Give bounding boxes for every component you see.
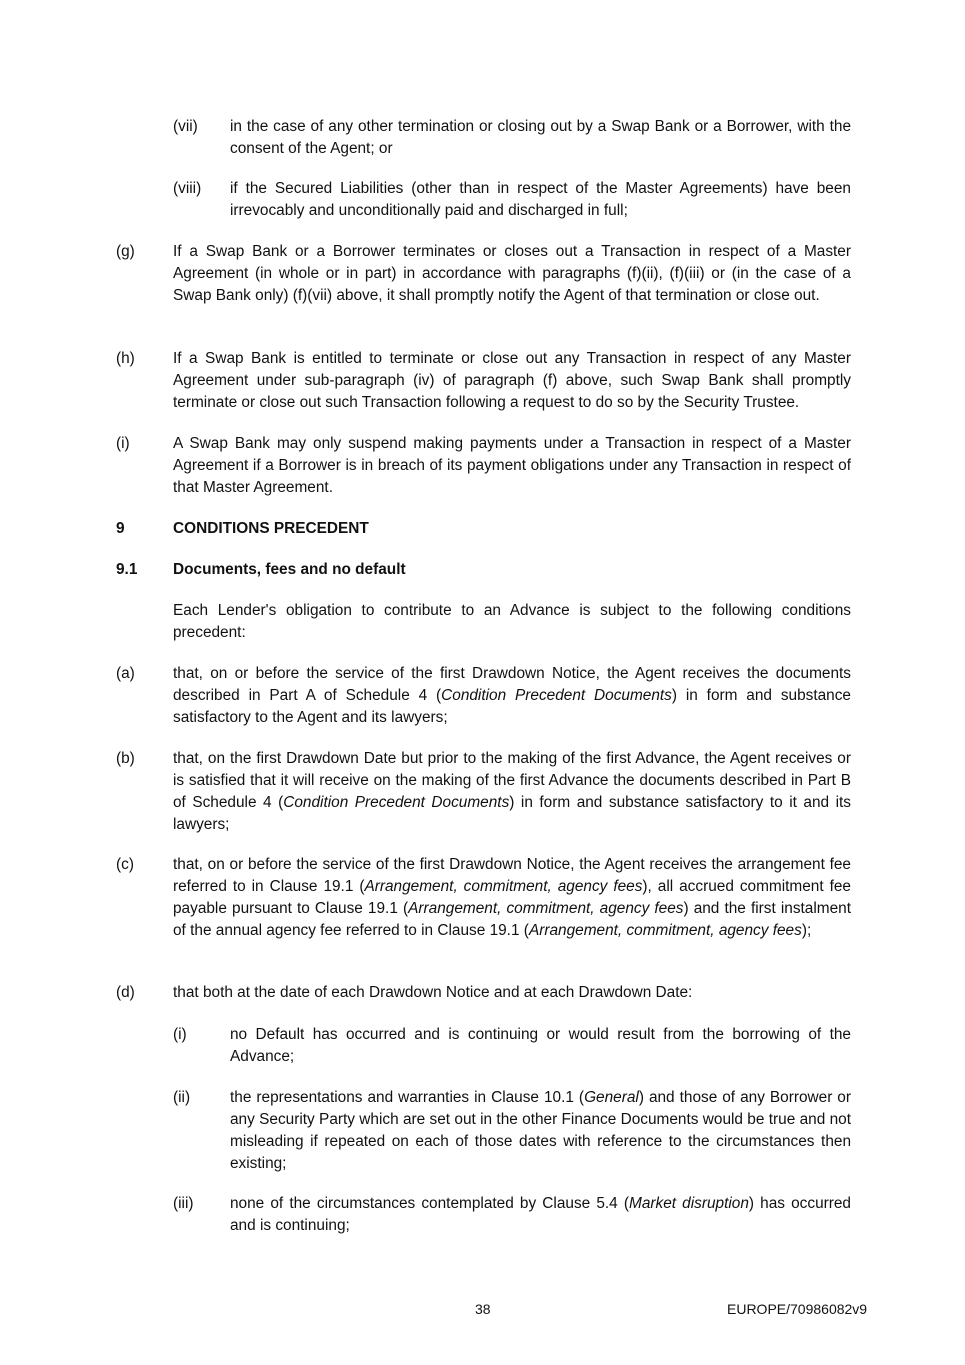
list-item-vii xyxy=(0,116,965,162)
intro-paragraph: Each Lender's obligation to contribute to an Advance is subject to the following conditions precedent: xyxy=(173,602,851,641)
page-number: 38 xyxy=(475,1301,491,1317)
paragraph-h xyxy=(0,348,965,416)
section-number: 9.1 xyxy=(116,561,138,578)
condition-label: (a) xyxy=(116,665,135,682)
condition-label: (c) xyxy=(116,856,134,873)
condition-text: that, on or before the service of the first Drawdown Notice, the Agent receives the arrangement fee referred to in Clause 19.1 (Arrangement, commitment, agency fees), all accrued commitment fee payable pursuant to Clause 19.1 (Arrangement, commitment, agency fees) and the first instalment of the annual agency fee referred to in Clause 19.1 (Arrangement, commitment, agency fees); xyxy=(173,856,851,939)
item-label: (vii) xyxy=(173,118,198,135)
sub-item-ii xyxy=(0,1087,965,1177)
condition-text: that both at the date of each Drawdown Notice and at each Drawdown Date: xyxy=(173,984,693,1001)
paragraph-g xyxy=(0,241,965,331)
paragraph-text: If a Swap Bank or a Borrower terminates or closes out a Transaction in respect of a Master Agreement (in whole or in part) in accordance with paragraphs (f)(ii), (f)(iii) or (in the case of a Swap Bank only) (f)(vii) above, it shall promptly notify the Agent of that termination or close out. xyxy=(173,243,851,304)
item-text: if the Secured Liabilities (other than in respect of the Master Agreements) have been irrevocably and unconditionally paid and discharged in full; xyxy=(230,180,851,219)
paragraph-label: (h) xyxy=(116,350,135,367)
condition-label: (d) xyxy=(116,984,135,1001)
item-label: (viii) xyxy=(173,180,202,197)
sub-item-text: the representations and warranties in Clause 10.1 (General) and those of any Borrower or any Security Party which are set out in the other Finance Documents would be true and not misleading if repeated on each of those dates with reference to the circumstances then existing; xyxy=(230,1089,851,1172)
item-text: in the case of any other termination or closing out by a Swap Bank or a Borrower, with the consent of the Agent; or xyxy=(230,118,851,157)
paragraph-text: A Swap Bank may only suspend making payments under a Transaction in respect of a Master Agreement if a Borrower is in breach of its payment obligations under any Transaction in respect of that Master Agreement. xyxy=(173,435,851,496)
sub-item-text: no Default has occurred and is continuing or would result from the borrowing of the Advance; xyxy=(230,1026,851,1065)
section-number: 9 xyxy=(116,520,125,537)
section-heading-9-1 xyxy=(0,559,965,583)
condition-text: that, on or before the service of the first Drawdown Notice, the Agent receives the documents described in Part A of Schedule 4 (Condition Precedent Documents) in form and substance satisfactory to the Agent and its lawyers; xyxy=(173,665,851,726)
sub-item-label: (i) xyxy=(173,1026,187,1043)
sub-item-label: (ii) xyxy=(173,1089,191,1106)
sub-item-iii xyxy=(0,1193,965,1239)
paragraph-text: If a Swap Bank is entitled to terminate or close out any Transaction in respect of any Master Agreement under sub-paragraph (iv) of paragraph (f) above, such Swap Bank shall promptly terminate or close out such Transaction following a request to do so by the Security Trustee. xyxy=(173,350,851,411)
condition-label: (b) xyxy=(116,750,135,767)
condition-d xyxy=(0,982,965,1006)
list-item-viii xyxy=(0,178,965,224)
paragraph-label: (i) xyxy=(116,435,130,452)
section-title: CONDITIONS PRECEDENT xyxy=(173,520,369,537)
paragraph-i xyxy=(0,433,965,501)
section-heading-9 xyxy=(0,518,965,542)
section-title: Documents, fees and no default xyxy=(173,561,406,578)
paragraph-label: (g) xyxy=(116,243,135,260)
sub-item-i xyxy=(0,1024,965,1070)
sub-item-text: none of the circumstances contemplated by Clause 5.4 (Market disruption) has occurred and is continuing; xyxy=(230,1195,851,1234)
condition-text: that, on the first Drawdown Date but prior to the making of the first Advance, the Agent receives or is satisfied that it will receive on the making of the first Advance the documents described in Part B of Schedule 4 (Condition Precedent Documents) in form and substance satisfactory to it and its lawyers; xyxy=(173,750,852,833)
condition-a xyxy=(0,663,965,731)
condition-c xyxy=(0,854,965,966)
condition-b xyxy=(0,748,965,838)
sub-item-label: (iii) xyxy=(173,1195,194,1212)
document-reference: EUROPE/70986082v9 xyxy=(727,1301,868,1317)
